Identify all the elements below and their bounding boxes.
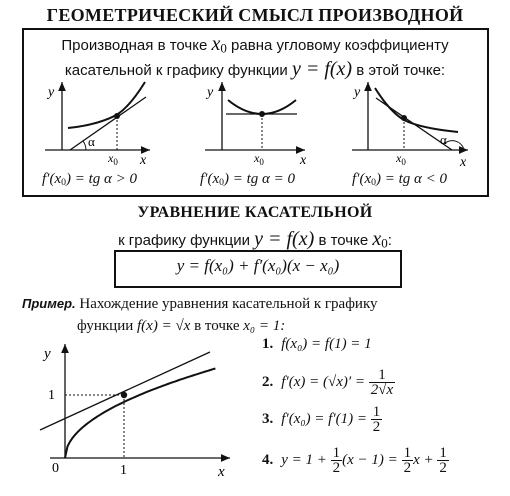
x0-var: x	[211, 33, 221, 55]
derivative-graphs	[0, 0, 510, 200]
tangent-x0-sub: 0	[381, 235, 388, 251]
example-line-2-b: в точке	[194, 318, 240, 334]
formula-zero-lhs: f′(x	[200, 171, 220, 187]
definition-line-2-text: касательной к графику функции	[64, 61, 288, 79]
step-4-frac-3	[437, 446, 449, 475]
g2-y-label: y	[207, 85, 214, 100]
g3-x-label: x	[460, 155, 467, 170]
g1-tangent-point	[114, 113, 120, 119]
ex-x-label: x	[218, 464, 225, 480]
g1-tangent-line	[70, 97, 146, 150]
tangent-subtitle	[0, 228, 510, 252]
step-1-num: 1.	[262, 336, 274, 352]
step-4-f1-top: 1	[332, 445, 341, 461]
step-3-lhs: f′(x₀) = f′(1) =	[281, 410, 367, 427]
step-4-f3-bot: 2	[439, 460, 447, 476]
ex-one-y-label: 1	[48, 388, 55, 403]
definition-line-1-rest: равна угловому коэффициенту	[231, 37, 449, 54]
g1-x-label: x	[140, 153, 147, 168]
g3-y-label: y	[354, 85, 361, 100]
formula-positive-rhs: ) = tg α > 0	[65, 171, 138, 187]
example-line-1-text: Нахождение уравнения касательной к графику	[79, 296, 378, 312]
g3-alpha-label: α	[440, 132, 447, 147]
step-2	[262, 368, 395, 397]
step-2-num: 2.	[262, 373, 274, 390]
function-notation: y = f(x)	[291, 57, 353, 80]
page-title: ГЕОМЕТРИЧЕСКИЙ СМЫСЛ ПРОИЗВОДНОЙ	[46, 5, 464, 25]
step-4-f2-bot: 2	[403, 460, 412, 476]
step-4-frac-1	[331, 446, 343, 475]
x0-sub: 0	[220, 40, 227, 56]
example-point: x₀ = 1:	[243, 318, 286, 334]
tangent-x0	[372, 228, 387, 250]
formula-negative	[352, 171, 447, 188]
tangent-title: УРАВНЕНИЕ КАСАТЕЛЬНОЙ	[137, 204, 373, 221]
graph-zero-slope	[205, 82, 307, 168]
g1-angle-arc	[83, 141, 86, 150]
tangent-x0-var: x	[372, 228, 382, 250]
g2-tangent-point	[259, 111, 265, 117]
tangent-subtitle-colon: :	[387, 232, 392, 249]
step-3-numerator: 1	[372, 404, 381, 420]
formula-zero	[200, 171, 295, 188]
formula-positive	[42, 171, 137, 188]
step-1	[262, 336, 372, 353]
step-3-denominator: 2	[372, 419, 381, 435]
definition-line-2-rest: в этой точке:	[356, 61, 446, 79]
ex-origin-label: 0	[52, 461, 59, 476]
formula-zero-sub: 0	[219, 176, 224, 188]
step-4-f2-top: 1	[403, 445, 412, 461]
tangent-equation: y = f(x₀) + f′(x₀)(x − x₀)	[176, 256, 340, 275]
definition-line-1-text: Производная в точке	[61, 37, 208, 54]
step-2-numerator: 1	[369, 368, 395, 383]
formula-negative-lhs: f′(x	[352, 171, 372, 187]
step-4-a: y = 1 +	[281, 451, 327, 468]
step-3-num: 3.	[262, 410, 274, 427]
step-4-f1-bot: 2	[332, 460, 341, 476]
g2-x-label: x	[300, 153, 307, 168]
formula-negative-sub: 0	[371, 176, 376, 188]
step-4-c: x +	[413, 451, 434, 468]
formula-negative-rhs: ) = tg α < 0	[375, 171, 448, 187]
step-2-lhs: f′(x) = (√x)′ =	[281, 373, 366, 390]
example-line-2-a: функции	[77, 318, 134, 334]
tangent-function: y = f(x)	[254, 228, 315, 250]
step-3	[262, 405, 382, 434]
graph-negative-slope	[352, 82, 468, 170]
ex-tangent-point	[121, 392, 127, 398]
step-1-text: f(x₀) = f(1) = 1	[281, 336, 372, 352]
formula-zero-rhs: ) = tg α = 0	[223, 171, 296, 187]
step-4	[262, 446, 449, 475]
example-graph	[0, 330, 250, 496]
g3-tangent-point	[401, 115, 407, 121]
g3-angle-arc	[444, 141, 464, 150]
g3-x0-label: $x_0$	[396, 151, 406, 167]
step-4-frac-2	[402, 446, 414, 475]
example-label: Пример.	[22, 296, 76, 311]
formula-positive-sub: 0	[61, 176, 66, 188]
ex-one-x-label: 1	[120, 463, 127, 478]
g2-x0-label: $x_0$	[254, 151, 264, 167]
step-2-fraction	[369, 368, 395, 397]
step-4-num: 4.	[262, 451, 274, 468]
tangent-subtitle-text: к графику функции	[118, 232, 250, 249]
g1-y-label: y	[48, 85, 55, 100]
formula-positive-lhs: f′(x	[42, 171, 62, 187]
ex-y-label: y	[44, 346, 51, 362]
step-3-fraction	[371, 405, 383, 434]
step-4-b: (x − 1) =	[342, 451, 398, 468]
g1-x0-label: $x_0$	[108, 151, 118, 167]
step-2-denominator: 2√x	[370, 382, 394, 398]
graph-positive-slope	[45, 82, 150, 168]
g1-alpha-label: α	[88, 134, 95, 149]
step-4-f3-top: 1	[439, 445, 447, 461]
example-line-1	[22, 293, 502, 315]
tangent-subtitle-rest: в точке	[318, 232, 369, 249]
ex-sqrt-curve	[65, 369, 215, 459]
example-function: f(x) = √x	[137, 318, 191, 334]
